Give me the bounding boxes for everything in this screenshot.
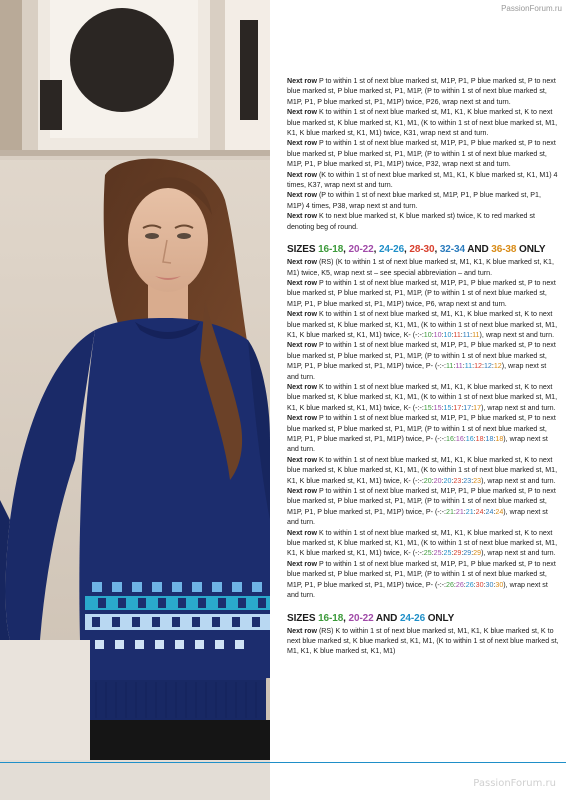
row-1: Next row P to within 1 st of next blue marked st, M1P, P1, P blue marked st, P to next blue marked st, P blue marked st, P1, M1P, (P to within 1 st of next blue marked st, M1P, P1, P blue marked st, P1, M1P) twice, P26, wrap next st and turn. bbox=[287, 77, 556, 106]
pattern-text-column bbox=[287, 76, 559, 657]
row-b2-5: Next row P to within 1 st of next blue marked st, M1P, P1, P blue marked st, P to next blue marked st, P blue marked st, P1, M1P, (P to within 1 st of next blue marked st, M1P, P1, P blue marked st, P1, M1P) twice, P- (-:-:16:16:16:18:18:18), wrap next st and turn. bbox=[287, 414, 556, 454]
row-b3-1: Next row (RS) K to within 1 st of next blue marked st, M1, K1, K blue marked st, K to next blue marked st, K blue marked st, K1, M1, (K to within 1 st of next blue marked st, M1, K1, K blue marked st, K1, M1) bbox=[287, 626, 559, 656]
row-3: Next row P to within 1 st of next blue marked st, M1P, P1, P blue marked st, P to next blue marked st, P blue marked st, P1, M1P, (P to within 1 st of next blue marked st, M1P, P1, P blue marked st, P1, M1P) twice, P32, wrap next st and turn. bbox=[287, 139, 556, 169]
model-photo bbox=[0, 0, 270, 800]
sizes-heading-3: SIZES 16-18, 20-22 AND 24-26 ONLY bbox=[287, 612, 455, 624]
row-b2-8: Next row K to within 1 st of next blue marked st, M1, K1, K blue marked st, K to next blue marked st, K blue marked st, K1, M1, (K to within 1 st of next blue marked st, M1, K1, K blue marked st, K1, M1) twice, K- (-:-:25:25:25:29:29:29), wrap next st and turn. bbox=[287, 528, 558, 558]
footer bbox=[300, 776, 560, 790]
row-b2-7: Next row P to within 1 st of next blue marked st, M1P, P1, P blue marked st, P to next blue marked st, P blue marked st, P1, M1P, (P to within 1 st of next blue marked st, M1P, P1, P blue marked st, P1, M1P) twice, P- (-:-:21:21:21:24:24:24), wrap next st and turn. bbox=[287, 487, 556, 527]
block3 bbox=[287, 626, 559, 657]
row-4: Next row (K to within 1 st of next blue marked st, M1, K1, K blue marked st, K1, M1) 4 times, K37, wrap next st and turn. bbox=[287, 170, 558, 190]
block1 bbox=[287, 76, 559, 232]
row-2: Next row K to within 1 st of next blue marked st, M1, K1, K blue marked st, K to next blue marked st, K blue marked st, K1, M1, (K to within 1 st of next blue marked st, M1, K1, K blue marked st, K1, M1) twice, K31, wrap next st and turn. bbox=[287, 108, 558, 138]
row-b2-9: Next row P to within 1 st of next blue marked st, M1P, P1, P blue marked st, P to next blue marked st, P blue marked st, P1, M1P, (P to within 1 st of next blue marked st, M1P, P1, P blue marked st, P1, M1P) twice, P- (-:-:26:26:26:30:30:30), wrap next st and turn. bbox=[287, 559, 556, 600]
bottom-rule bbox=[0, 762, 566, 763]
row-intro: Next row (RS) (K to within 1 st of next blue marked st, M1, K1, K blue marked st, K1, M1) twice, K5, wrap next st – see special abbreviation – and turn. bbox=[287, 258, 554, 277]
row-b2-3: Next row P to within 1 st of next blue marked st, M1P, P1, P blue marked st, P to next blue marked st, P blue marked st, P1, M1P, (P to within 1 st of next blue marked st, M1P, P1, P blue marked st, P1, M1P) twice, P- (-:-:11:11:11:12:12:12), wrap next st and turn. bbox=[287, 341, 556, 381]
row-b2-1: Next row P to within 1 st of next blue marked st, M1P, P1, P blue marked st, P to next blue marked st, P blue marked st, P1, M1P, (P to within 1 st of next blue marked st, M1P, P1, P blue marked st, P1, M1P) twice, P6, wrap next st and turn. bbox=[287, 278, 556, 308]
row-6: Next row K to next blue marked st, K blue marked st) twice, K to red marked st denoting beg of round. bbox=[287, 212, 535, 231]
row-b2-4: Next row K to within 1 st of next blue marked st, M1, K1, K blue marked st, K to next blue marked st, K blue marked st, K1, M1, (K to within 1 st of next blue marked st, M1, K1, K blue marked st, K1, M1) twice, K- (-:-:15:15:15:17:17:17), wrap next st and turn. bbox=[287, 382, 558, 412]
model-photo-illustration bbox=[0, 0, 270, 800]
sizes-heading-2: SIZES 16-18, 20-22, 24-26, 28-30, 32-34 AND 36-38 ONLY bbox=[287, 244, 546, 256]
row-b2-6: Next row K to within 1 st of next blue marked st, M1, K1, K blue marked st, K to next blue marked st, K blue marked st, K1, M1, (K to within 1 st of next blue marked st, M1, K1, K blue marked st, K1, M1) twice, K- (-:-:20:20:20:23:23:23), wrap next st and turn. bbox=[287, 455, 558, 485]
block2 bbox=[287, 257, 559, 600]
watermark-bottom: PassionForum.ru bbox=[473, 778, 556, 789]
watermark-top: PassionForum.ru bbox=[501, 4, 562, 13]
row-5: Next row (P to within 1 st of next blue marked st, M1P, P1, P blue marked st, P1, M1P) 4 times, P38, wrap next st and turn. bbox=[287, 191, 541, 210]
row-b2-2: Next row K to within 1 st of next blue marked st, M1, K1, K blue marked st, K to next blue marked st, K blue marked st, K1, M1, (K to within 1 st of next blue marked st, M1, K1, K blue marked st, K1, M1) twice, K- (-:-:10:10:10:11:11:11), wrap next st and turn. bbox=[287, 310, 558, 339]
